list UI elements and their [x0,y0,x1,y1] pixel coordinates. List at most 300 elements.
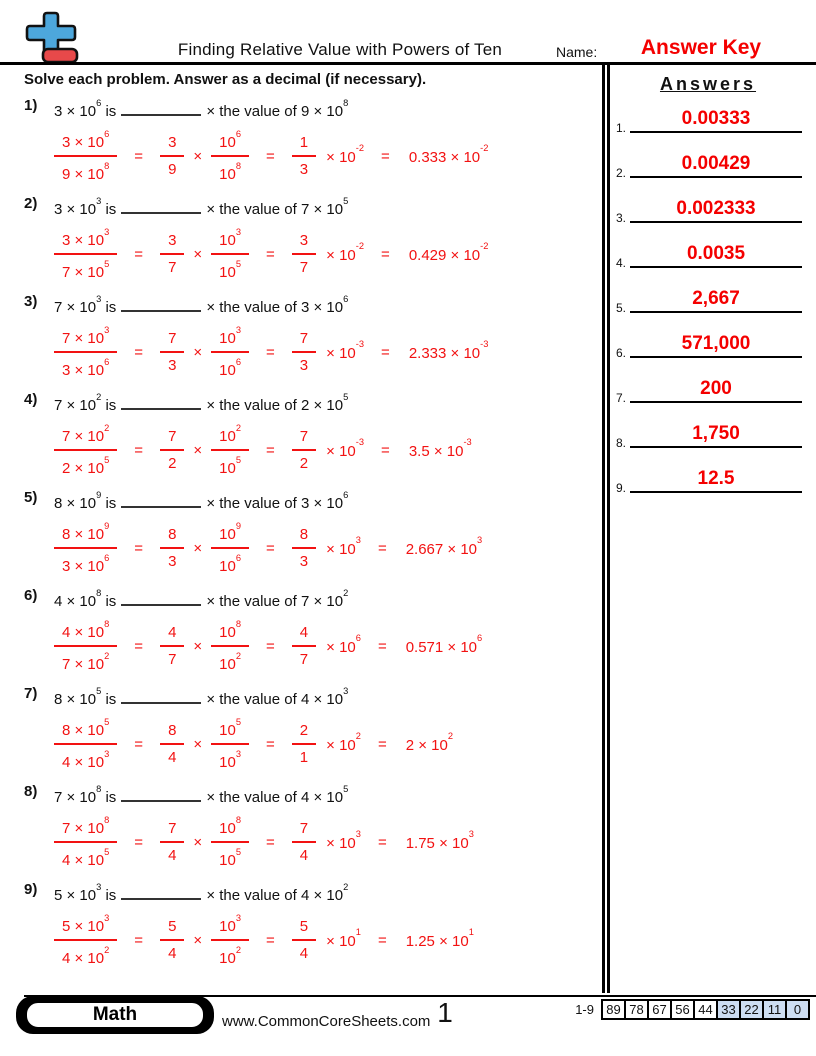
power-term: × $10^2$ [326,731,361,754]
simp-frac-num: 7 [292,427,316,451]
score-cell: 22 [739,999,764,1020]
score-range-label: 1-9 [575,1002,594,1017]
equals-sign: = [266,834,275,851]
work-fraction [54,128,117,185]
equals-sign: = [134,736,144,753]
pow-frac-den: $10^8$ [219,160,242,183]
answer-line [630,109,802,133]
work-fraction [54,226,117,283]
answer-row [612,93,808,138]
equals-sign: = [266,736,275,753]
simp-frac-den: 3 [299,357,309,374]
question-line [54,293,596,318]
question-is: is [105,201,117,218]
work-frac-den: $9 \times 10^8$ [62,160,110,183]
equals-sign: = [381,148,390,165]
problem-number: 5) [24,489,38,506]
answer-blank [121,788,201,802]
coef-frac-num: 8 [160,721,184,745]
question-term-b: $4 \times 10^3$ [300,685,349,708]
work-fraction [54,814,117,871]
power-term: × $10^1$ [326,927,361,950]
coef-frac-num: 7 [160,427,184,451]
solution-work [54,422,596,479]
answer-line [630,334,802,358]
column-separator [602,65,610,993]
coef-fraction [160,721,184,768]
work-fraction [54,520,117,577]
score-cell: 78 [624,999,649,1020]
times-sign: × [193,246,203,263]
simp-frac-den: 3 [299,161,309,178]
coef-fraction [160,917,184,964]
question-line [54,587,596,612]
problem-block [24,293,596,391]
power-fraction [211,422,249,479]
equals-sign: = [134,638,144,655]
power-fraction [211,128,249,185]
power-term: × $10^{-2}$ [326,143,365,166]
power-fraction [211,618,249,675]
pow-frac-den: $10^5$ [219,846,242,869]
answer-line [630,154,802,178]
answer-line [630,379,802,403]
simp-frac-num: 5 [292,917,316,941]
problem-number: 8) [24,783,38,800]
solution-work [54,814,596,871]
times-sign: × [193,442,203,459]
equals-sign: = [377,932,387,949]
power-term: × $10^6$ [326,633,361,656]
problem-number: 2) [24,195,38,212]
answer-number: 4. [616,256,627,270]
result-term: $2.667 \times 10^3$ [405,535,483,558]
coef-frac-num: 7 [160,819,184,843]
result-term: $2.333 \times 10^{-3}$ [408,339,489,362]
page-number: 1 [437,997,453,1028]
work-frac-den: $3 \times 10^6$ [62,552,110,575]
answer-value: 0.002333 [676,198,756,219]
simp-frac-num: 7 [292,819,316,843]
answer-value: 2,667 [692,288,740,309]
question-mid: × the value of [206,789,297,806]
answer-line [630,199,802,223]
pow-frac-num: $10^3$ [211,226,249,255]
equals-sign: = [134,932,144,949]
result-term: $1.75 \times 10^3$ [405,829,474,852]
answer-number: 8. [616,436,627,450]
equals-sign: = [266,246,275,263]
problem-number: 9) [24,881,38,898]
score-cell: 67 [647,999,672,1020]
work-fraction [54,324,117,381]
simplified-fraction [292,819,316,866]
simp-frac-den: 3 [299,553,309,570]
answer-row [612,228,808,273]
question-line [54,97,596,122]
simplified-fraction [292,329,316,376]
coef-frac-num: 5 [160,917,184,941]
coef-frac-num: 3 [160,231,184,255]
score-cell: 33 [716,999,741,1020]
question-line [54,783,596,808]
pow-frac-den: $10^6$ [219,552,242,575]
question-line [54,881,596,906]
simplified-fraction [292,231,316,278]
simp-frac-num: 8 [292,525,316,549]
power-term: × $10^{-2}$ [326,241,365,264]
answer-line [630,424,802,448]
answer-number: 6. [616,346,627,360]
problem-block [24,783,596,881]
answer-row [612,363,808,408]
work-frac-den: $7 \times 10^5$ [62,258,110,281]
answer-line [630,244,802,268]
question-mid: × the value of [206,103,297,120]
times-sign: × [193,736,203,753]
score-cell: 56 [670,999,695,1020]
question-term-b: $2 \times 10^5$ [300,391,349,414]
question-line [54,195,596,220]
work-fraction [54,422,117,479]
answer-row [612,318,808,363]
problem-block [24,587,596,685]
work-frac-num: $3 \times 10^3$ [54,226,117,255]
solution-work [54,912,596,969]
simp-frac-den: 1 [299,749,309,766]
question-is: is [105,789,117,806]
question-is: is [105,397,117,414]
answer-blank [121,886,201,900]
math-badge-label: Math [25,1001,205,1029]
times-sign: × [193,638,203,655]
answer-blank [121,494,201,508]
problem-block [24,685,596,783]
simplified-fraction [292,133,316,180]
times-sign: × [193,148,203,165]
result-term: $0.429 \times 10^{-2}$ [408,241,489,264]
problem-block [24,881,596,979]
question-mid: × the value of [206,397,297,414]
power-term: × $10^{-3}$ [326,437,365,460]
question-term-a: $7 \times 10^2$ [54,391,102,414]
equals-sign: = [377,638,387,655]
equals-sign: = [266,540,275,557]
solution-work [54,618,596,675]
answer-row [612,408,808,453]
power-fraction [211,324,249,381]
equals-sign: = [266,932,275,949]
simplified-fraction [292,623,316,670]
times-sign: × [193,344,203,361]
work-fraction [54,912,117,969]
answer-value: 1,750 [692,423,740,444]
coef-frac-den: 3 [168,553,177,570]
result-term: $1.25 \times 10^1$ [405,927,474,950]
header-rule [0,62,816,65]
simp-frac-num: 3 [292,231,316,255]
times-sign: × [193,834,203,851]
answer-value: 12.5 [697,468,735,489]
work-frac-den: $4 \times 10^2$ [62,944,110,967]
coef-frac-den: 4 [168,847,177,864]
simp-frac-den: 4 [299,847,309,864]
question-mid: × the value of [206,495,297,512]
simp-frac-num: 1 [292,133,316,157]
power-fraction [211,912,249,969]
problem-number: 6) [24,587,38,604]
pow-frac-den: $10^2$ [219,944,242,967]
equals-sign: = [381,442,390,459]
simplified-fraction [292,525,316,572]
work-frac-num: $7 \times 10^8$ [54,814,117,843]
result-term: $0.333 \times 10^{-2}$ [408,143,489,166]
power-fraction [211,226,249,283]
question-is: is [105,691,117,708]
coef-frac-den: 4 [168,749,177,766]
coef-frac-num: 8 [160,525,184,549]
answer-blank [121,690,201,704]
footer-url: www.CommonCoreSheets.com [222,1013,431,1030]
simp-frac-num: 2 [292,721,316,745]
answer-blank [121,396,201,410]
coef-fraction [160,819,184,866]
question-term-b: $7 \times 10^2$ [300,587,349,610]
answer-number: 7. [616,391,627,405]
name-label: Name: [556,44,598,60]
coef-fraction [160,525,184,572]
equals-sign: = [134,148,144,165]
solution-work [54,716,596,773]
answer-value: 0.00429 [681,153,751,174]
pow-frac-num: $10^9$ [211,520,249,549]
question-line [54,685,596,710]
coef-frac-den: 4 [168,945,177,962]
power-term: × $10^3$ [326,535,361,558]
work-frac-num: $5 \times 10^3$ [54,912,117,941]
coef-frac-num: 4 [160,623,184,647]
question-is: is [105,495,117,512]
problem-number: 4) [24,391,38,408]
pow-frac-den: $10^5$ [219,258,242,281]
solution-work [54,324,596,381]
equals-sign: = [377,834,387,851]
pow-frac-num: $10^8$ [211,814,249,843]
pow-frac-num: $10^5$ [211,716,249,745]
work-frac-den: $3 \times 10^6$ [62,356,110,379]
answer-number: 2. [616,166,627,180]
power-fraction [211,814,249,871]
problem-number: 1) [24,97,38,114]
times-sign: × [193,932,203,949]
pow-frac-den: $10^3$ [219,748,242,771]
score-cell: 11 [762,999,787,1020]
pow-frac-num: $10^8$ [211,618,249,647]
question-term-a: $5 \times 10^3$ [54,881,102,904]
equals-sign: = [134,834,144,851]
equals-sign: = [377,540,387,557]
work-frac-den: $2 \times 10^5$ [62,454,110,477]
work-frac-num: $8 \times 10^9$ [54,520,117,549]
question-term-a: $7 \times 10^3$ [54,293,102,316]
equals-sign: = [134,442,144,459]
power-term: × $10^3$ [326,829,361,852]
work-frac-den: $4 \times 10^3$ [62,748,110,771]
coef-fraction [160,133,184,180]
coef-fraction [160,427,184,474]
coef-frac-den: 7 [168,259,177,276]
score-cells [603,999,810,1020]
question-term-a: $3 \times 10^3$ [54,195,102,218]
question-term-a: $3 \times 10^6$ [54,97,102,120]
simp-frac-num: 4 [292,623,316,647]
power-fraction [211,716,249,773]
answer-row [612,138,808,183]
question-term-a: $4 \times 10^8$ [54,587,102,610]
equals-sign: = [377,736,387,753]
question-is: is [105,887,117,904]
pow-frac-den: $10^2$ [219,650,242,673]
question-mid: × the value of [206,887,297,904]
question-line [54,489,596,514]
answer-line [630,469,802,493]
coef-frac-den: 9 [168,161,177,178]
simp-frac-num: 7 [292,329,316,353]
power-term: × $10^{-3}$ [326,339,365,362]
question-term-a: $8 \times 10^9$ [54,489,102,512]
answer-blank [121,298,201,312]
equals-sign: = [266,638,275,655]
question-mid: × the value of [206,691,297,708]
answers-title: Answers [659,74,757,94]
equals-sign: = [266,442,275,459]
answers-list [612,93,808,498]
power-fraction [211,520,249,577]
answer-value: 0.00333 [681,108,751,129]
solution-work [54,128,596,185]
coef-frac-den: 7 [168,651,177,668]
answer-number: 1. [616,121,627,135]
simplified-fraction [292,427,316,474]
question-term-b: $7 \times 10^5$ [300,195,349,218]
question-term-b: $4 \times 10^5$ [300,783,349,806]
coef-frac-den: 3 [168,357,177,374]
simplified-fraction [292,721,316,768]
pow-frac-num: $10^3$ [211,912,249,941]
coef-frac-num: 3 [160,133,184,157]
instructions: Solve each problem. Answer as a decimal (if necessary). [24,71,427,88]
problem-block [24,489,596,587]
work-fraction [54,618,117,675]
work-frac-num: $3 \times 10^6$ [54,128,117,157]
simp-frac-den: 7 [299,259,309,276]
coef-frac-num: 7 [160,329,184,353]
problem-block [24,97,596,195]
question-term-b: $4 \times 10^2$ [300,881,349,904]
result-term: $3.5 \times 10^{-3}$ [408,437,472,460]
answer-number: 9. [616,481,627,495]
coef-frac-den: 2 [168,455,177,472]
solution-work [54,226,596,283]
question-mid: × the value of [206,201,297,218]
question-term-a: $8 \times 10^5$ [54,685,102,708]
question-is: is [105,103,117,120]
question-term-b: $3 \times 10^6$ [300,489,349,512]
score-cell: 44 [693,999,718,1020]
work-frac-num: $8 \times 10^5$ [54,716,117,745]
answer-row [612,183,808,228]
equals-sign: = [381,246,390,263]
simp-frac-den: 4 [299,945,309,962]
answer-value: 200 [700,378,732,399]
result-term: $0.571 \times 10^6$ [405,633,483,656]
equals-sign: = [381,344,390,361]
answer-line [630,289,802,313]
name-value-answer-key: Answer Key [640,36,762,59]
pow-frac-num: $10^6$ [211,128,249,157]
question-is: is [105,593,117,610]
work-frac-num: $7 \times 10^2$ [54,422,117,451]
equals-sign: = [266,344,275,361]
work-frac-num: $4 \times 10^8$ [54,618,117,647]
pow-frac-den: $10^6$ [219,356,242,379]
question-mid: × the value of [206,299,297,316]
score-strip [575,999,810,1020]
result-term: $2 \times 10^2$ [405,731,453,754]
answer-value: 0.0035 [686,243,746,264]
answer-blank [121,102,201,116]
problem-number: 3) [24,293,38,310]
page-title: Finding Relative Value with Powers of Ten [177,40,503,59]
problem-number: 7) [24,685,38,702]
work-frac-num: $7 \times 10^3$ [54,324,117,353]
answer-number: 5. [616,301,627,315]
pow-frac-den: $10^5$ [219,454,242,477]
work-fraction [54,716,117,773]
work-frac-den: $7 \times 10^2$ [62,650,110,673]
score-cell: 89 [601,999,626,1020]
answer-row [612,453,808,498]
question-is: is [105,299,117,316]
answer-row [612,273,808,318]
equals-sign: = [266,148,275,165]
answer-number: 3. [616,211,627,225]
solution-work [54,520,596,577]
answer-value: 571,000 [681,333,751,354]
math-badge [16,996,214,1034]
problem-block [24,195,596,293]
answer-blank [121,592,201,606]
question-term-a: $7 \times 10^8$ [54,783,102,806]
times-sign: × [193,540,203,557]
equals-sign: = [134,246,144,263]
score-cell: 0 [785,999,810,1020]
problem-block [24,391,596,489]
coef-fraction [160,623,184,670]
coef-fraction [160,329,184,376]
answer-blank [121,200,201,214]
simp-frac-den: 2 [299,455,309,472]
question-term-b: $3 \times 10^6$ [300,293,349,316]
simp-frac-den: 7 [299,651,309,668]
question-term-b: $9 \times 10^8$ [300,97,349,120]
problems [24,97,596,979]
coef-fraction [160,231,184,278]
question-line [54,391,596,416]
pow-frac-num: $10^3$ [211,324,249,353]
equals-sign: = [134,344,144,361]
pow-frac-num: $10^2$ [211,422,249,451]
